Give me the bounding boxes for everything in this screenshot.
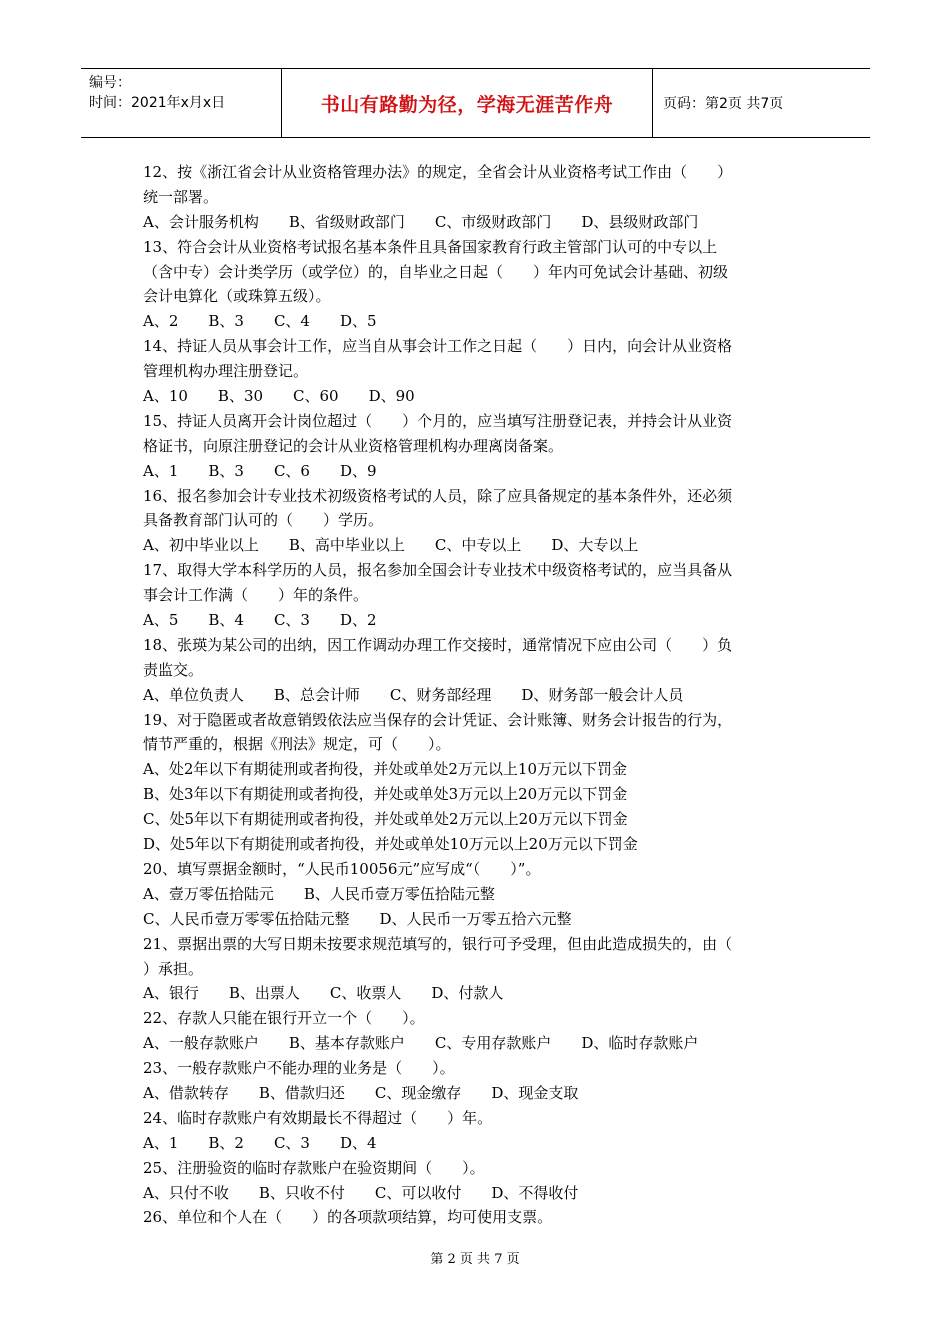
text-line: B、处3年以下有期徒刑或者拘役，并处或单处3万元以上20万元以下罚金 bbox=[143, 785, 628, 804]
text-line: 15、持证人员离开会计岗位超过（ ）个月的，应当填写注册登记表，并持会计从业资 bbox=[143, 411, 733, 430]
document-number-label: 编号： bbox=[89, 75, 131, 91]
text-line: D、处5年以下有期徒刑或者拘役，并处或单处10万元以上20万元以下罚金 bbox=[143, 835, 638, 854]
text-line: C、处5年以下有期徒刑或者拘役，并处或单处2万元以上20万元以下罚金 bbox=[143, 810, 628, 829]
text-line: 23、一般存款账户不能办理的业务是（ ）。 bbox=[143, 1059, 455, 1078]
text-line: 统一部署。 bbox=[143, 187, 219, 206]
text-line: 26、单位和个人在（ ）的各项款项结算，均可使用支票。 bbox=[143, 1208, 553, 1227]
header-table bbox=[81, 68, 870, 138]
text-line: 12、按《浙江省会计从业资格管理办法》的规定，全省会计从业资格考试工作由（ ） bbox=[143, 163, 733, 181]
text-line: A、一般存款账户 B、基本存款账户 C、专用存款账户 D、临时存款账户 bbox=[143, 1034, 699, 1053]
text-line: 25、注册验资的临时存款账户在验资期间（ ）。 bbox=[143, 1158, 485, 1177]
text-line: A、会计服务机构 B、省级财政部门 C、市级财政部门 D、县级财政部门 bbox=[143, 212, 699, 231]
header-motto: 书山有路勤为径，学海无涯苦作舟 bbox=[282, 69, 653, 137]
text-line: C、人民币壹万零零伍拾陆元整 D、人民币一万零五拾六元整 bbox=[143, 909, 572, 928]
text-line: 17、取得大学本科学历的人员，报名参加全国会计专业技术中级资格考试的，应当具备从 bbox=[143, 561, 733, 580]
text-line: 具备教育部门认可的（ ）学历。 bbox=[143, 511, 384, 530]
text-line: A、银行 B、出票人 C、收票人 D、付款人 bbox=[143, 984, 504, 1003]
header-info-cell bbox=[81, 69, 282, 137]
text-line: 事会计工作满（ ）年的条件。 bbox=[143, 586, 369, 605]
text-line: 情节严重的，根据《刑法》规定，可（ ）。 bbox=[143, 735, 451, 754]
text-line: 会计电算化（或珠算五级）。 bbox=[143, 287, 331, 306]
text-line: 22、存款人只能在银行开立一个（ ）。 bbox=[143, 1009, 425, 1028]
text-line: A、借款转存 B、借款归还 C、现金缴存 D、现金支取 bbox=[143, 1083, 579, 1102]
text-line: A、10 B、30 C、60 D、90 bbox=[143, 387, 415, 406]
text-line: A、只付不收 B、只收不付 C、可以收付 D、不得收付 bbox=[143, 1183, 579, 1202]
document-time-label: 时间：2021年x月x日 bbox=[89, 95, 226, 111]
text-line: 责监交。 bbox=[143, 660, 204, 679]
text-line: 24、临时存款账户有效期最长不得超过（ ）年。 bbox=[143, 1108, 493, 1127]
text-line: A、初中毕业以上 B、高中毕业以上 C、中专以上 D、大专以上 bbox=[143, 536, 639, 555]
text-line: 20、填写票据金额时，“人民币10056元”应写成“（ ）”。 bbox=[143, 859, 541, 878]
text-line: 14、持证人员从事会计工作，应当自从事会计工作之日起（ ）日内，向会计从业资格 bbox=[143, 337, 733, 356]
page-footer: 第 2 页 共 7 页 bbox=[430, 1252, 520, 1267]
text-line: ）承担。 bbox=[143, 959, 204, 978]
header-page-info: 页码：第2页 共7页 bbox=[663, 96, 784, 112]
text-line: 21、票据出票的大写日期未按要求规范填写的，银行可予受理，但由此造成损失的，由（ bbox=[143, 934, 733, 953]
text-line: 19、对于隐匿或者故意销毁依法应当保存的会计凭证、会计账簿、财务会计报告的行为， bbox=[143, 710, 733, 729]
text-line: A、2 B、3 C、4 D、5 bbox=[143, 312, 377, 331]
text-line: 18、张瑛为某公司的出纳，因工作调动办理工作交接时，通常情况下应由公司（ ）负 bbox=[143, 635, 733, 654]
text-line: 格证书，向原注册登记的会计从业资格管理机构办理离岗备案。 bbox=[143, 436, 564, 455]
text-line: A、5 B、4 C、3 D、2 bbox=[143, 611, 377, 630]
text-line: 16、报名参加会计专业技术初级资格考试的人员，除了应具备规定的基本条件外，还必须 bbox=[143, 486, 733, 505]
text-line: A、1 B、2 C、3 D、4 bbox=[143, 1133, 377, 1152]
text-line: 管理机构办理注册登记。 bbox=[143, 362, 309, 381]
text-line: A、壹万零伍拾陆元 B、人民币壹万零伍拾陆元整 bbox=[143, 884, 495, 903]
text-line: 13、符合会计从业资格考试报名基本条件且具备国家教育行政主管部门认可的中专以上 bbox=[143, 237, 718, 256]
text-line: A、1 B、3 C、6 D、9 bbox=[143, 461, 377, 480]
text-line: A、单位负责人 B、总会计师 C、财务部经理 D、财务部一般会计人员 bbox=[143, 685, 684, 704]
text-line: （含中专）会计类学历（或学位）的，自毕业之日起（ ）年内可免试会计基础、初级 bbox=[143, 262, 729, 281]
text-line: A、处2年以下有期徒刑或者拘役，并处或单处2万元以上10万元以下罚金 bbox=[143, 760, 628, 779]
question-content bbox=[143, 160, 803, 1230]
